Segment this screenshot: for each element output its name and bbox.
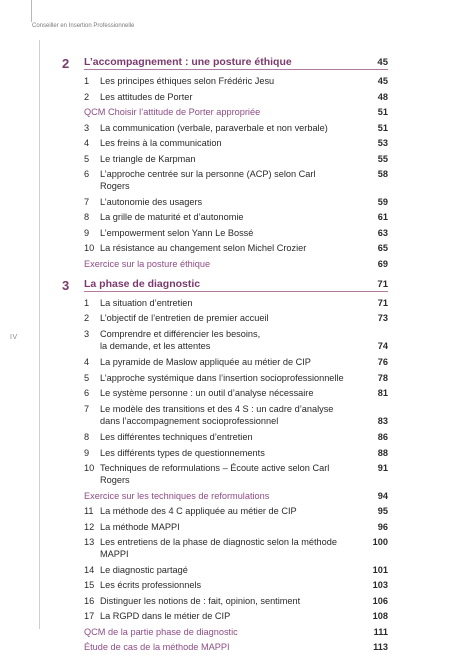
entry-title: Comprendre et différencier les besoins, la demande, et les attentes <box>100 328 261 351</box>
entry-title: L’autonomie des usagers <box>100 196 203 207</box>
entry-number: 10 <box>84 463 95 473</box>
entry-left <box>84 626 238 638</box>
toc-entry[interactable] <box>84 564 388 576</box>
entry-page: 81 <box>377 388 388 398</box>
entry-number: 4 <box>84 357 90 367</box>
entry-left <box>84 75 274 87</box>
entry-page: 51 <box>377 107 388 117</box>
entry-page: 61 <box>377 212 388 222</box>
toc-entry[interactable] <box>84 372 388 384</box>
toc-entry[interactable] <box>84 403 388 427</box>
entry-left <box>84 505 297 517</box>
entry-page: 69 <box>377 258 388 269</box>
entry-number: 7 <box>84 196 90 207</box>
entry-title: La résistance au changement selon Michel Crozier <box>100 243 307 253</box>
entry-left <box>84 137 222 149</box>
toc-entry[interactable] <box>84 137 388 149</box>
entry-list <box>62 75 388 270</box>
entry-page: 100 <box>372 537 388 547</box>
section-heading[interactable] <box>62 277 388 293</box>
entry-title: QCM Choisir l’attitude de Porter appropriée <box>84 107 261 117</box>
entry-left <box>84 431 253 443</box>
entry-left <box>84 641 230 653</box>
entry-left <box>84 196 202 208</box>
toc-entry[interactable] <box>84 536 388 560</box>
toc-entry[interactable] <box>84 610 388 622</box>
toc-entry[interactable] <box>84 521 388 533</box>
exercise-entry[interactable] <box>84 641 388 653</box>
entry-page: 95 <box>377 506 388 516</box>
toc-entry[interactable] <box>84 196 388 208</box>
entry-number: 2 <box>84 91 90 102</box>
header-rule <box>31 0 32 22</box>
exercise-entry[interactable] <box>84 106 388 118</box>
toc-entry[interactable] <box>84 91 388 103</box>
toc-entry[interactable] <box>84 211 388 223</box>
entry-left <box>84 372 344 384</box>
entry-left <box>84 579 201 591</box>
entry-page: 59 <box>377 196 388 207</box>
entry-title: QCM de la partie phase de diagnostic <box>84 626 238 637</box>
entry-page: 88 <box>377 447 388 458</box>
entry-number: 5 <box>84 372 90 383</box>
entry-left <box>84 462 345 486</box>
entry-number: 11 <box>84 506 94 516</box>
entry-left <box>84 122 328 134</box>
toc-entry[interactable] <box>84 153 388 165</box>
entry-title: La grille de maturité et d’autonomie <box>100 212 244 222</box>
entry-page: 96 <box>377 521 388 532</box>
entry-left <box>84 536 345 560</box>
table-of-contents <box>62 56 388 657</box>
entry-page: 86 <box>377 432 388 442</box>
entry-number: 2 <box>84 313 90 323</box>
toc-entry[interactable] <box>84 297 388 309</box>
entry-title: Étude de cas de la méthode MAPPI <box>84 642 230 652</box>
entry-title: L’approche systémique dans l’insertion socioprofessionnelle <box>100 372 344 383</box>
toc-entry[interactable] <box>84 356 388 368</box>
entry-title: La RGPD dans le métier de CIP <box>100 611 231 621</box>
entry-left <box>84 356 311 368</box>
entry-number: 16 <box>84 595 95 606</box>
entry-left <box>84 106 260 118</box>
toc-entry[interactable] <box>84 328 388 352</box>
running-header: Conseiller en Insertion Professionnelle <box>32 23 135 29</box>
toc-entry[interactable] <box>84 505 388 517</box>
page-folio: IV <box>10 334 18 341</box>
entry-left <box>84 447 265 459</box>
entry-title: Exercice sur les techniques de reformulations <box>84 490 270 501</box>
side-rule <box>39 40 40 629</box>
entry-number: 6 <box>84 388 90 398</box>
entry-number: 17 <box>84 611 95 621</box>
entry-title: L’approche centrée sur la personne (ACP) selon Carl Rogers <box>100 169 316 191</box>
entry-number: 13 <box>84 537 95 547</box>
entry-page: 51 <box>377 122 388 133</box>
entry-number: 10 <box>84 243 95 253</box>
entry-title: Techniques de reformulations – Écoute active selon Carl Rogers <box>100 463 330 485</box>
entry-title: Distinguer les notions de : fait, opinion, sentiment <box>100 595 301 606</box>
entry-title: La pyramide de Maslow appliquée au métier de CIP <box>100 357 311 367</box>
entry-page: 55 <box>377 153 388 164</box>
entry-title: La méthode des 4 C appliquée au métier de CIP <box>100 506 297 516</box>
entry-page: 106 <box>372 595 388 606</box>
entry-page: 45 <box>377 76 388 86</box>
entry-left <box>84 387 313 399</box>
entry-page: 113 <box>373 642 388 652</box>
entry-left <box>84 610 230 622</box>
entry-title: Les écrits professionnels <box>100 580 202 590</box>
entry-number: 14 <box>84 564 95 575</box>
entry-page: 63 <box>377 227 388 238</box>
entry-number: 9 <box>84 227 90 238</box>
entry-title: Le modèle des transitions et des 4 S : un cadre d’analyse dans l’accompagnement socioprofessionnel <box>100 403 334 426</box>
entry-title: La méthode MAPPI <box>100 521 180 532</box>
toc-entry[interactable] <box>84 431 388 443</box>
entry-page: 71 <box>377 297 388 308</box>
entry-title: Les freins à la communication <box>100 138 222 148</box>
entry-page: 108 <box>372 611 388 621</box>
entry-title: Les attitudes de Porter <box>100 91 193 102</box>
entry-number: 3 <box>84 328 90 339</box>
entry-title: Le diagnostic partagé <box>100 564 188 575</box>
exercise-entry[interactable] <box>84 258 388 270</box>
entry-left <box>84 595 300 607</box>
entry-left <box>84 564 188 576</box>
section-title: La phase de diagnostic <box>84 277 201 290</box>
toc-entry[interactable] <box>84 312 388 324</box>
entry-number: 15 <box>84 580 95 590</box>
exercise-entry[interactable] <box>84 626 388 638</box>
entry-left <box>84 490 269 502</box>
section-underline <box>84 291 388 292</box>
entry-title: Le système personne : un outil d’analyse nécessaire <box>100 388 314 398</box>
entry-title: La situation d’entretien <box>100 297 193 308</box>
entry-number: 8 <box>84 212 90 222</box>
entry-left <box>84 211 244 223</box>
toc-entry[interactable] <box>84 462 388 486</box>
entry-number: 1 <box>84 297 90 308</box>
entry-title: Les différentes techniques d’entretien <box>100 432 253 442</box>
entry-left <box>84 521 180 533</box>
entry-number: 1 <box>84 76 90 86</box>
entry-title: Les différents types de questionnements <box>100 447 265 458</box>
toc-entry[interactable] <box>84 447 388 459</box>
entry-left <box>84 168 345 192</box>
entry-page: 101 <box>372 564 388 575</box>
entry-page: 91 <box>377 463 388 473</box>
entry-list <box>62 297 388 654</box>
entry-page: 103 <box>372 580 388 590</box>
entry-page: 111 <box>373 626 388 637</box>
entry-page: 58 <box>377 169 388 179</box>
toc-entry[interactable] <box>84 75 388 87</box>
entry-left <box>84 258 210 270</box>
section-heading[interactable] <box>62 56 388 71</box>
entry-page: 65 <box>377 243 388 253</box>
entry-number: 6 <box>84 169 90 179</box>
entry-title: L’objectif de l’entretien de premier accueil <box>100 313 269 323</box>
entry-left <box>84 297 192 309</box>
toc-entry[interactable] <box>84 579 388 591</box>
entry-number: 4 <box>84 138 90 148</box>
entry-page: 94 <box>377 490 388 501</box>
entry-number: 8 <box>84 432 90 442</box>
entry-title: La communication (verbale, paraverbale et non verbale) <box>100 122 328 133</box>
entry-page: 76 <box>377 357 388 367</box>
entry-number: 3 <box>84 122 90 133</box>
entry-title: L’empowerment selon Yann Le Bossé <box>100 227 254 238</box>
entry-page: 78 <box>377 372 388 383</box>
toc-entry[interactable] <box>84 242 388 254</box>
entry-left <box>84 312 269 324</box>
entry-number: 7 <box>84 403 90 414</box>
toc-entry[interactable] <box>84 168 388 192</box>
toc-entry[interactable] <box>84 595 388 607</box>
toc-entry[interactable] <box>84 387 388 399</box>
section-page: 45 <box>377 57 388 68</box>
entry-page: 73 <box>377 313 388 323</box>
entry-title: Les entretiens de la phase de diagnostic selon la méthode MAPPI <box>100 537 337 559</box>
section-number: 3 <box>62 277 70 293</box>
section-underline <box>84 69 388 70</box>
section-title: L’accompagnement : une posture éthique <box>84 56 292 68</box>
section-page: 71 <box>377 278 388 290</box>
toc-section <box>62 278 388 654</box>
entry-title: Exercice sur la posture éthique <box>84 258 211 269</box>
entry-left <box>84 227 253 239</box>
entry-left <box>84 403 333 427</box>
entry-number: 9 <box>84 447 90 458</box>
toc-section <box>62 56 388 270</box>
toc-entry[interactable] <box>84 122 388 134</box>
entry-title: Les principes éthiques selon Frédéric Jesu <box>100 76 275 86</box>
entry-page: 53 <box>377 138 388 148</box>
entry-left <box>84 91 192 103</box>
entry-left <box>84 328 260 352</box>
entry-number: 12 <box>84 521 95 532</box>
entry-left <box>84 242 306 254</box>
entry-page: 83 <box>377 415 388 426</box>
entry-title: Le triangle de Karpman <box>100 153 196 164</box>
entry-left <box>84 153 196 165</box>
entry-page: 48 <box>377 91 388 102</box>
entry-page: 74 <box>377 340 388 351</box>
toc-entry[interactable] <box>84 227 388 239</box>
section-number: 2 <box>62 56 70 71</box>
exercise-entry[interactable] <box>84 490 388 502</box>
entry-number: 5 <box>84 153 90 164</box>
